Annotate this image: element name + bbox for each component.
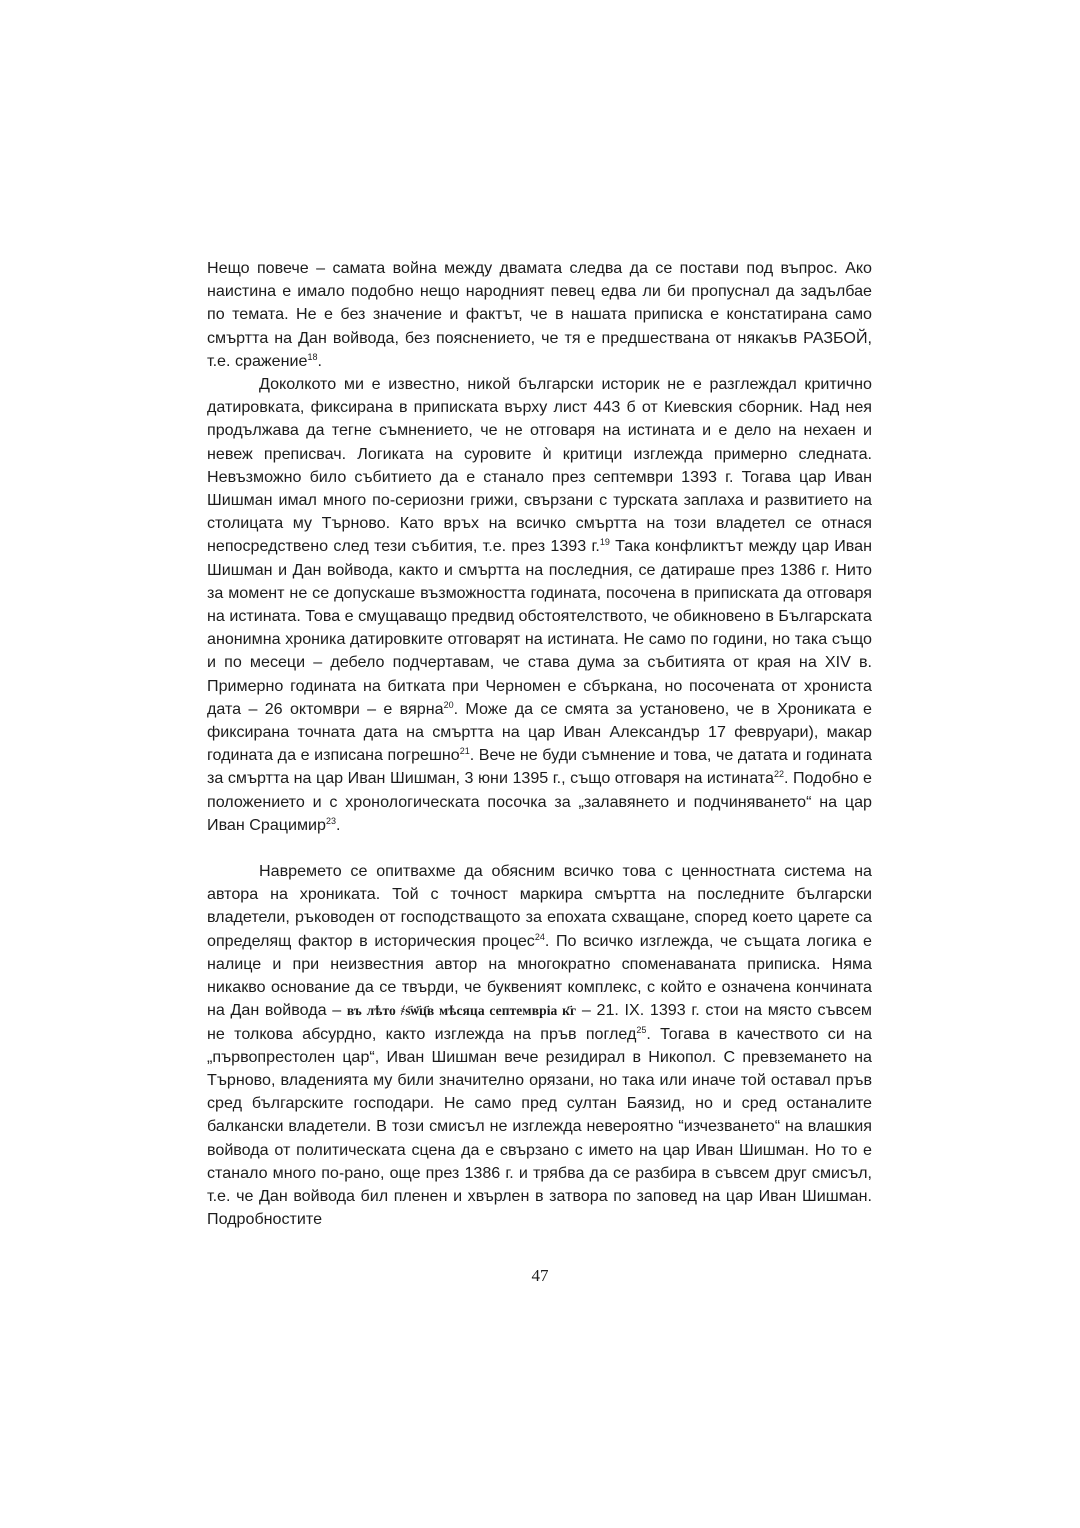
paragraph-text: Навремето се опитвахме да обясним всичко това с ценностната система на автора на хрониката. Той с точност маркира смъртта на последните български владетели, ръководен от господстващото за епохата схващане, според което царете са определящ фактор в историческия процес xyxy=(207,862,872,950)
footnote-ref: 20 xyxy=(443,699,454,710)
paragraph-text: . По всичко изглежда, че същата логика е налице и при неизвестния автор на многократно споменаваната приписка. Няма никакво основание да се твърди, че буквеният комплекс, с който е означена кончината на Дан войвода – xyxy=(207,931,872,1020)
paragraph xyxy=(207,373,872,837)
footnote-ref: 19 xyxy=(599,537,610,548)
footnote-ref: 21 xyxy=(459,746,470,757)
paragraph-text: Така конфликтът между цар Иван Шишман и Дан войвода, както и смъртта на последния, се датираше през 1386 г. Нито за момент не се допускаше възможността годината, посочена в приписката да отговаря на истината. Това е смущаващо предвид обстоятелството, че обикновено в Българската анонимна хроника датировките отговарят на истината. Не само по години, но така също и по месеци – дебело подчертавам, че става дума за събитията от края на XIV в. Примерно годината на битката при Черномен е сбъркана, но посочената от хрониста дата – 26 октомври – е вярна xyxy=(207,537,872,718)
footnote-ref: 22 xyxy=(773,769,784,780)
paragraph-text: . Подобно е положението и с хронологическата посочка за „залавянето и подчиняването“ на цар Иван Срацимир xyxy=(207,769,872,834)
paragraph xyxy=(207,257,872,373)
footnote-ref: 18 xyxy=(307,351,318,362)
page-number: 47 xyxy=(531,1266,549,1285)
footnote-ref: 23 xyxy=(325,815,336,826)
paragraph-text: . Може да се смята за установено, че в Хрониката е фиксирана точната дата на смъртта на цар Иван Александър 17 февруари), макар годината да е изписана погрешно xyxy=(207,699,872,765)
paragraph-text: – 21. IX. 1393 г. стои на място съвсем не толкова абсурдно, както изглежда на пръв поглед xyxy=(207,1001,872,1043)
paragraph-text: . Вече не буди съмнение и това, че датата и годината за смъртта на цар Иван Шишман, 3 юни 1395 г., също отговаря на истината xyxy=(207,746,872,788)
paragraph-text: . xyxy=(336,815,341,834)
footnote-ref: 24 xyxy=(534,931,545,942)
paragraph-text: Доколкото ми е известно, никой български историк не е разглеждал критично датировката, фиксирана в приписката върху лист 443 б от Киевския сборник. Над нея продължава да тегне съмнението, че не отговаря на истината и е дело на нехаен и невеж преписвач. Логиката на суровите ѝ критици изглежда примерно следната. Невъзможно било събитието да е станало през септември 1393 г. Тогава цар Иван Шишман имал много по-сериозни грижи, свързани с турската заплаха и развитието на столицата му Търново. Като връх на всичко смъртта на този владетел се отнася непосредствено след тези събития, т.е. през 1393 г. xyxy=(207,375,872,556)
paragraph-text: Нещо повече – самата война между двамата следва да се постави под въпрос. Ако наистина е имало подобно нещо народният певец едва ли би пропуснал да задълбае по темата. Не е без значение и фактът, че в нашата приписка е констатирана само смъртта на Дан войвода, без пояснението, че тя е предшествана от някакъв РАЗБОЙ, т.е. сражение xyxy=(207,259,872,370)
paragraph xyxy=(207,860,872,1231)
footnote-ref: 25 xyxy=(636,1024,647,1035)
body-text xyxy=(207,257,872,1231)
old-slavonic-quote: въ лѣто ҂ѕ҃ѡ҃ц҃в мѣсяца септемвріа к҃г xyxy=(346,1003,577,1019)
paragraph-text: . xyxy=(317,351,322,370)
paragraph-text: . Тогава в качеството си на „първопрестолен цар“, Иван Шишман вече резидирал в Никопол. С превземането на Търново, владенията му били значително орязани, но така или иначе той оставал пръв сред българските господари. Не само пред султан Баязид, но и сред останалите балкански владетели. В този смисъл не изглежда невероятно “изчезването“ на влашкия войвода от политическата сцена да е свързано с името на цар Иван Шишман. Но то е станало много по-рано, още през 1386 г. и трябва да се разбира в съвсем друг смисъл, т.е. че Дан войвода бил пленен и хвърлен в затвора по заповед на цар Иван Шишман. Подробностите xyxy=(207,1024,872,1229)
